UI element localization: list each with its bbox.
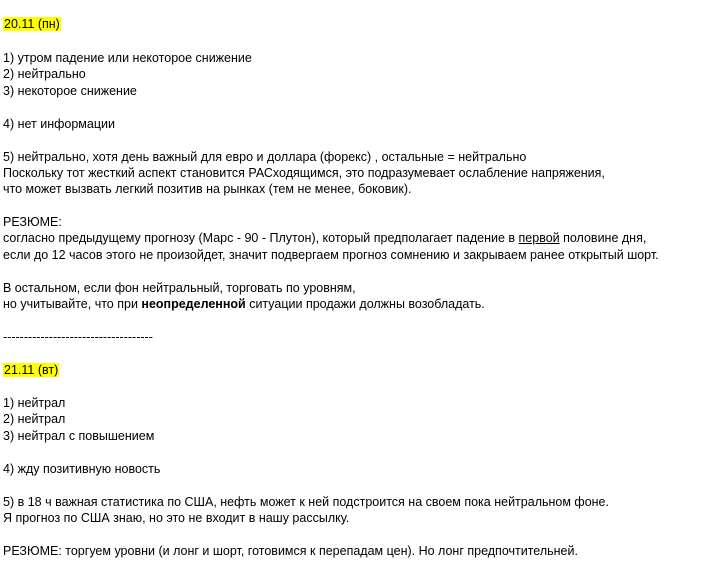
section2-item-2: 2) нейтрал [3,412,66,426]
section2-resume: РЕЗЮМЕ: торгуем уровни (и лонг и шорт, готовимся к перепадам цен). Но лонг предпочтительней. [3,544,578,558]
section2-item-4: 4) жду позитивную новость [3,462,161,476]
section1-resume-label: РЕЗЮМЕ: [3,215,62,229]
section1-item-1: 1) утром падение или некоторое снижение [3,51,252,65]
section2-item-3: 3) нейтрал с повышением [3,429,155,443]
section2-item-5: 5) в 18 ч важная статистика по США, нефть может к ней подстроится на своем пока нейтральном фоне. [3,495,609,509]
section1-rest-line2-pre: но учитывайте, что при [3,297,142,311]
section1-resume-underlined-word: первой [518,231,560,245]
section1-item-4: 4) нет информации [3,117,115,131]
section1-item-3: 3) некоторое снижение [3,84,137,98]
section1-resume-line2: если до 12 часов этого не произойдет, значит подвергаем прогноз сомнению и закрываем ранее открытый шорт. [3,248,659,262]
section1-rest-line1: В остальном, если фон нейтральный, торговать по уровням, [3,281,356,295]
section1-rest-line2 [3,296,485,312]
section2-item-1: 1) нейтрал [3,396,66,410]
section-separator: ------------------------------------ [3,330,153,344]
section1-resume-line1 [3,230,646,246]
section1-date-line [3,16,61,32]
section1-explanation-line2: что может вызвать легкий позитив на рынках (тем не менее, боковик). [3,182,412,196]
section1-item-2: 2) нейтрально [3,67,86,81]
section1-resume-line1-post: половине дня, [559,231,647,245]
section1-rest-line2-post: ситуации продажи должны возобладать. [245,297,485,311]
section1-date-highlight: 20.11 (пн) [4,17,60,31]
section2-date-highlight: 21.11 (вт) [4,363,59,377]
section1-item-5: 5) нейтрально, хотя день важный для евро и доллара (форекс) , остальные = нейтрально [3,150,527,164]
section1-rest-bold-word: неопределенной [141,297,246,311]
section1-resume-line1-pre: согласно предыдущему прогнозу (Марс - 90 - Плутон), который предполагает падение в [3,231,519,245]
section1-explanation-line1: Поскольку тот жесткий аспект становится РАСходящимся, это подразумевает ослабление напряжения, [3,166,605,180]
section2-date-line [3,362,59,378]
section2-note: Я прогноз по США знаю, но это не входит в нашу рассылку. [3,511,350,525]
